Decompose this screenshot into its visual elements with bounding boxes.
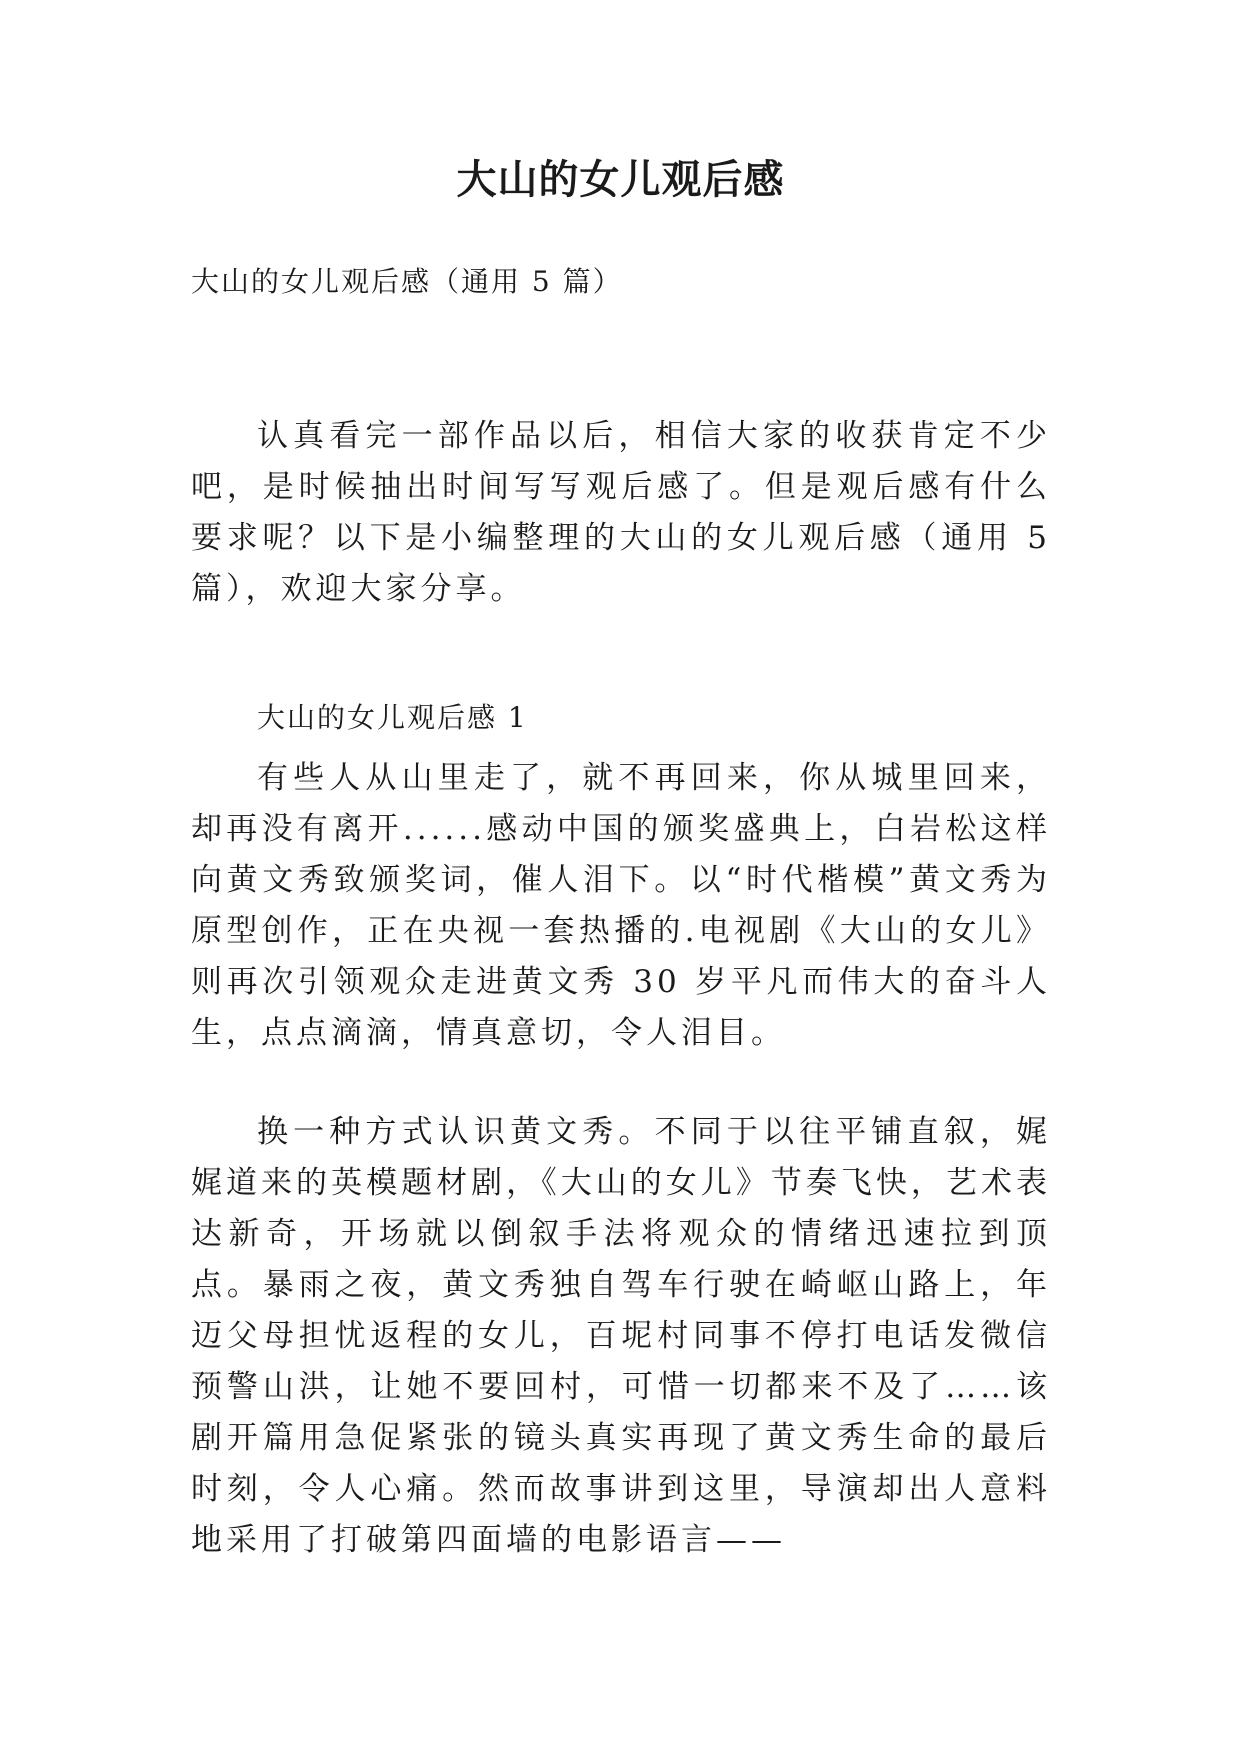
document-subtitle: 大山的女儿观后感（通用 5 篇） [191,265,623,298]
body-paragraph-2: 换一种方式认识黄文秀。不同于以往平铺直叙，娓娓道来的英模题材剧，《大山的女儿》节奏飞快，艺术表达新奇，开场就以倒叙手法将观众的情绪迅速拉到顶点。暴雨之夜，黄文秀独自驾车行驶在崎岖山路上，年迈父母担忧返程的女儿，百坭村同事不停打电话发微信预警山洪，让她不要回村，可惜一切都来不及了……该剧开篇用急促紧张的镜头真实再现了黄文秀生命的最后时刻，令人心痛。然而故事讲到这里，导演却出人意料地采用了打破第四面墙的电影语言—— [191,1114,1051,1558]
section-heading: 大山的女儿观后感 1 [257,701,528,734]
document-title: 大山的女儿观后感 [456,156,785,203]
body-paragraph-1: 有些人从山里走了，就不再回来，你从城里回来，却再没有离开......感动中国的颁奖盛典上，白岩松这样向黄文秀致颁奖词，催人泪下。以“时代楷模”黄文秀为原型创作，正在央视一套热播的.电视剧《大山的女儿》则再次引领观众走进黄文秀 30 岁平凡而伟大的奋斗人生，点点滴滴，情真意切，令人泪目。 [191,760,1051,1051]
intro-paragraph: 认真看完一部作品以后，相信大家的收获肯定不少吧，是时候抽出时间写写观后感了。但是观后感有什么要求呢？以下是小编整理的大山的女儿观后感（通用 5 篇），欢迎大家分享。 [191,418,1051,607]
